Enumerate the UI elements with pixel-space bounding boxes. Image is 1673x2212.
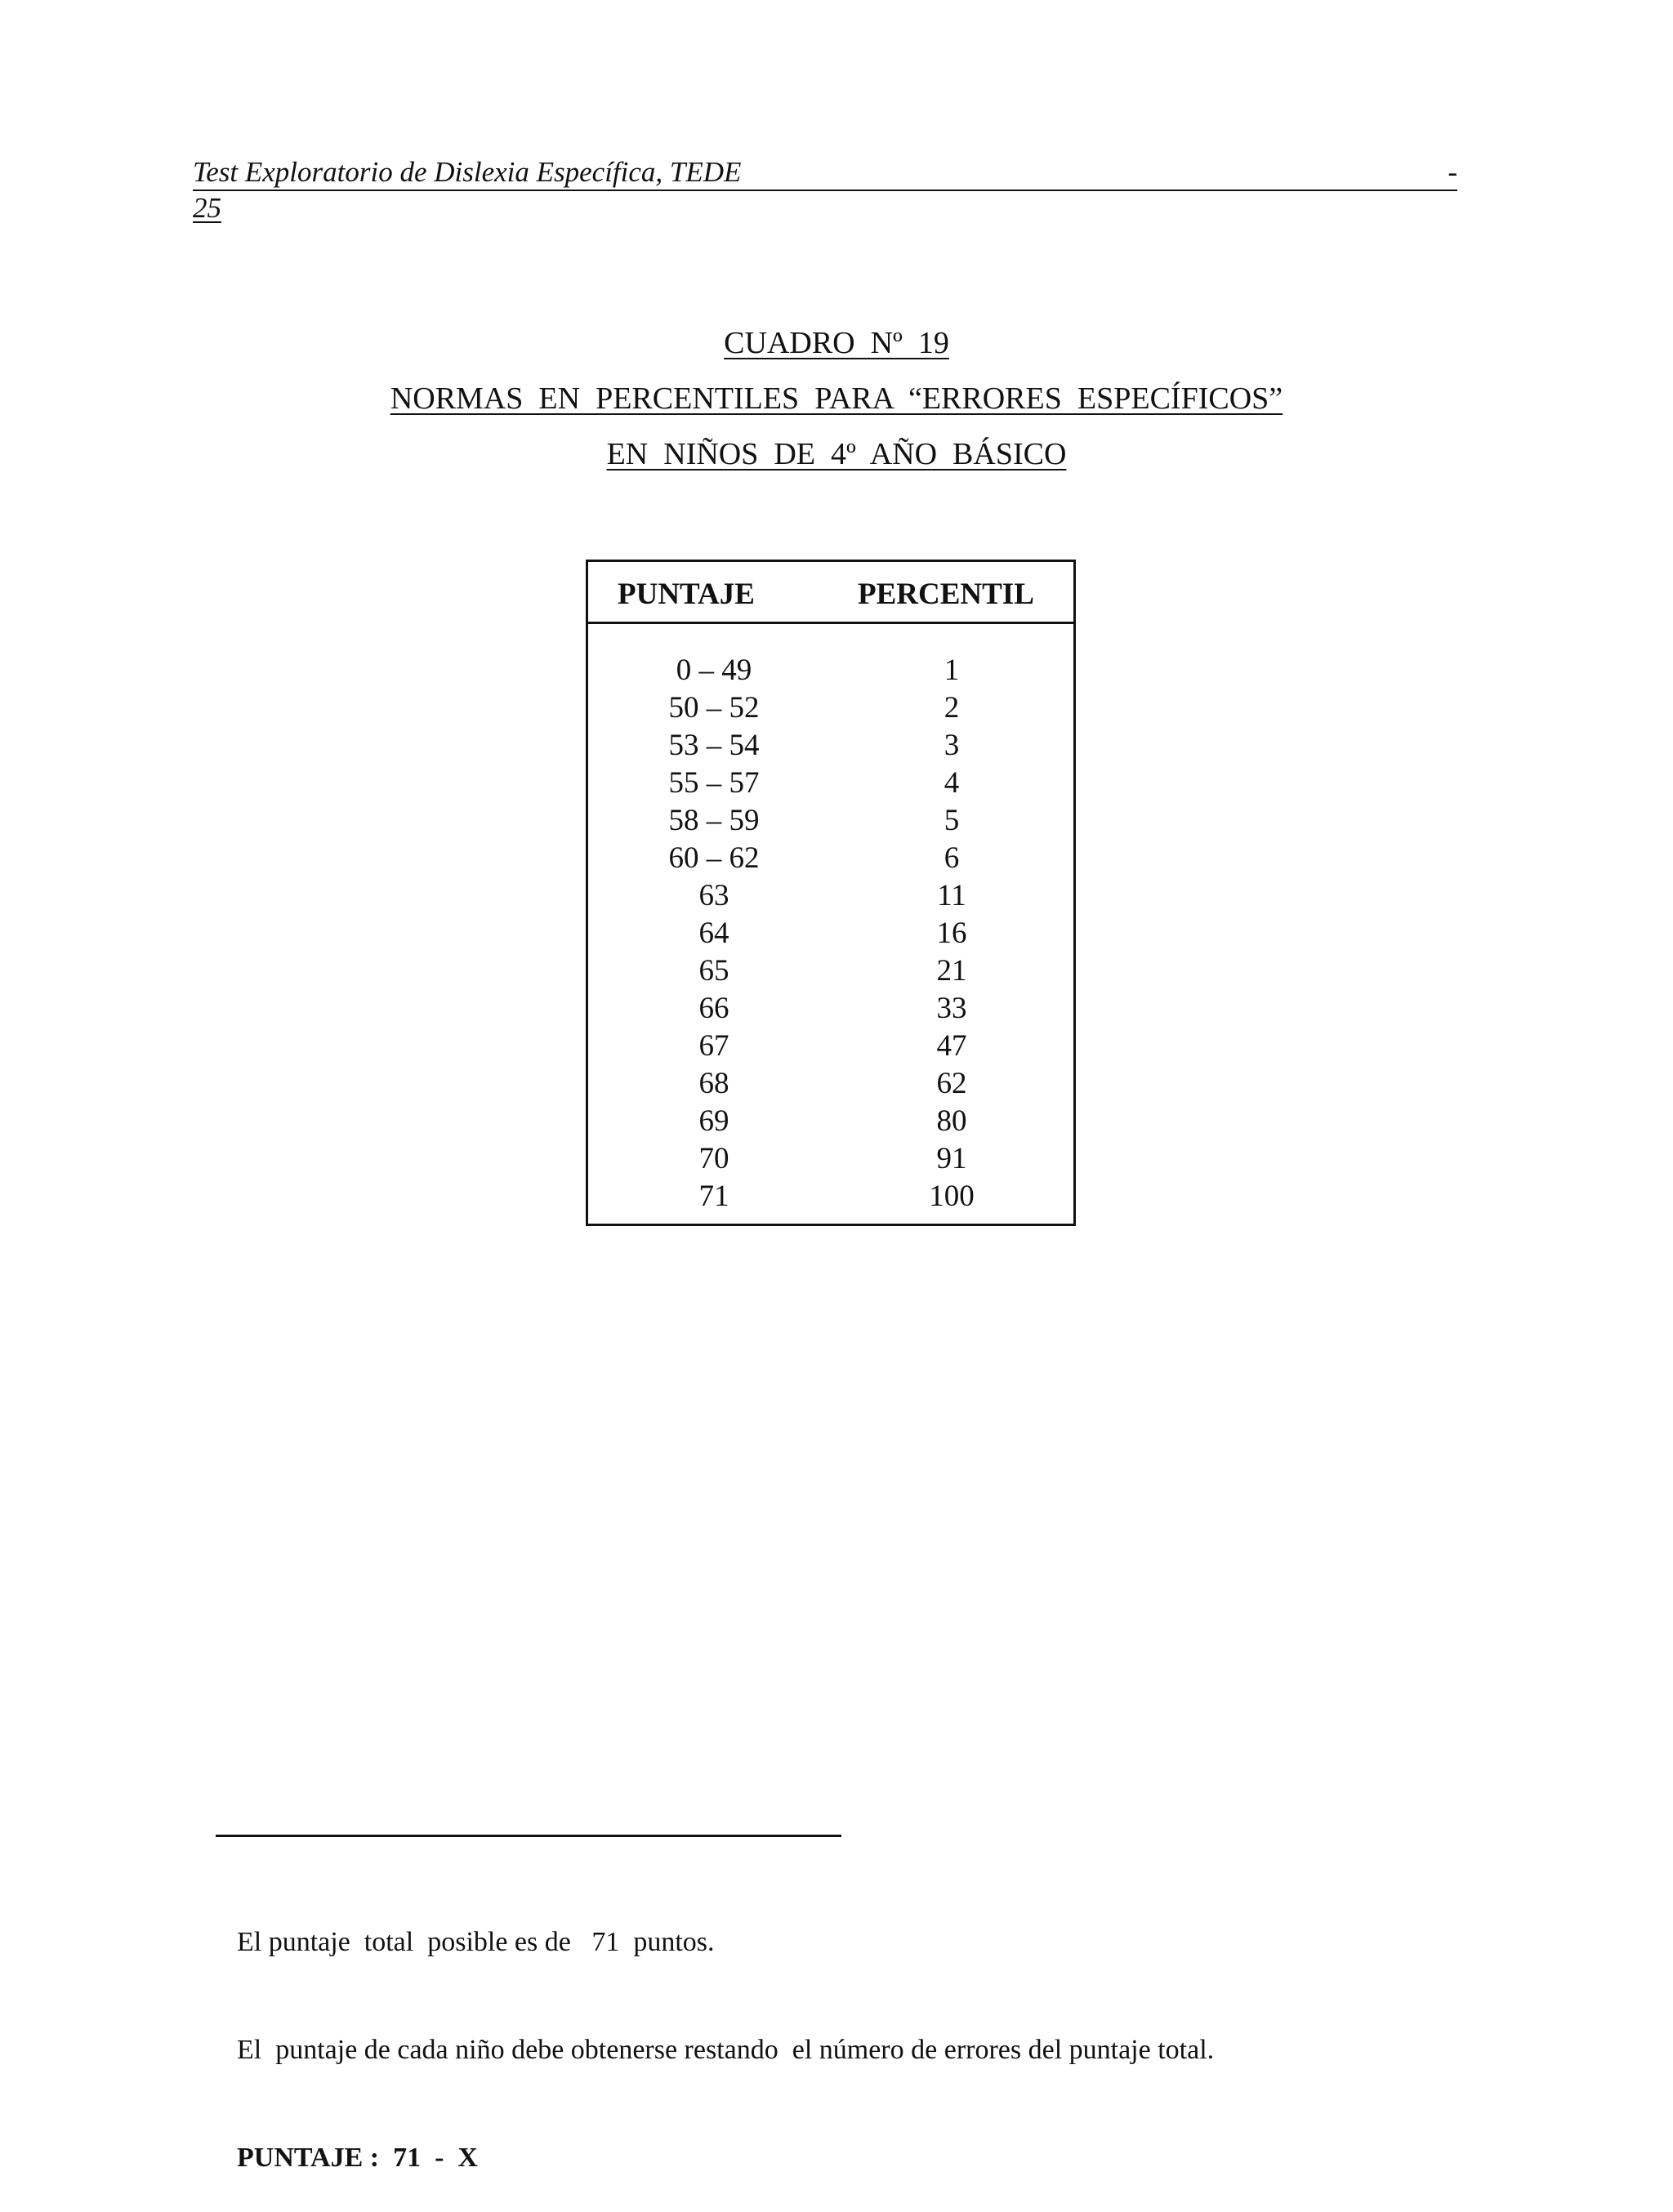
score-cell: 0 – 49 bbox=[676, 653, 752, 687]
percentile-cell: 5 bbox=[944, 804, 960, 837]
table-row bbox=[588, 990, 1073, 1028]
score-cell: 71 bbox=[698, 1180, 729, 1213]
running-header-dash: - bbox=[1448, 156, 1457, 188]
percentile-cell: 2 bbox=[944, 691, 960, 725]
percentile-cell: 80 bbox=[936, 1104, 967, 1138]
table-row bbox=[588, 802, 1073, 840]
table-row bbox=[588, 1140, 1073, 1178]
score-cell: 68 bbox=[698, 1067, 729, 1100]
score-cell: 69 bbox=[698, 1104, 729, 1138]
percentile-cell: 100 bbox=[929, 1180, 975, 1213]
running-header-rule bbox=[193, 155, 1457, 191]
percentile-cell: 3 bbox=[944, 729, 960, 762]
page-number: 25 bbox=[193, 192, 221, 224]
table-row bbox=[588, 727, 1073, 765]
score-cell: 60 – 62 bbox=[668, 841, 760, 875]
footnotes bbox=[237, 1853, 1214, 2212]
table-row bbox=[588, 652, 1073, 689]
score-cell: 67 bbox=[698, 1029, 729, 1063]
score-cell: 50 – 52 bbox=[668, 691, 760, 725]
table-row bbox=[588, 1103, 1073, 1140]
percentile-cell: 4 bbox=[944, 766, 960, 800]
percentile-cell: 1 bbox=[944, 653, 960, 687]
score-cell: 58 – 59 bbox=[668, 804, 760, 837]
caption-line-3: EN NIÑOS DE 4º AÑO BÁSICO bbox=[606, 437, 1067, 471]
footnote-separator bbox=[216, 1835, 841, 1837]
running-header-title: Test Exploratorio de Dislexia Específica, TEDE bbox=[193, 156, 742, 188]
score-cell: 63 bbox=[698, 879, 729, 912]
header-percentil: PERCENTIL bbox=[858, 578, 1034, 611]
percentile-table bbox=[586, 560, 1076, 1226]
score-cell: 70 bbox=[698, 1142, 729, 1175]
percentile-cell: 33 bbox=[936, 992, 967, 1025]
percentile-cell: 62 bbox=[936, 1067, 967, 1100]
footnote-line-2: El puntaje de cada niño debe obtenerse restando el número de errores del puntaje total. bbox=[237, 2035, 1215, 2065]
caption-line-2: NORMAS EN PERCENTILES PARA “ERRORES ESPECÍFICOS” bbox=[390, 381, 1283, 416]
caption-line-1: CUADRO Nº 19 bbox=[724, 326, 949, 360]
table-row bbox=[588, 1178, 1073, 1215]
table-row bbox=[588, 689, 1073, 727]
percentile-cell: 21 bbox=[936, 954, 967, 988]
table-row bbox=[588, 915, 1073, 952]
footnote-formula: PUNTAJE : 71 - X bbox=[237, 2143, 478, 2173]
footnote-line-1: El puntaje total posible es de 71 puntos. bbox=[237, 1927, 715, 1957]
score-cell: 65 bbox=[698, 954, 729, 988]
percentile-cell: 6 bbox=[944, 841, 960, 875]
score-cell: 53 – 54 bbox=[668, 729, 760, 762]
score-cell: 55 – 57 bbox=[668, 766, 760, 800]
percentile-cell: 47 bbox=[936, 1029, 967, 1063]
table-row bbox=[588, 765, 1073, 802]
running-header bbox=[193, 155, 1457, 225]
table-body bbox=[588, 652, 1073, 1215]
percentile-cell: 16 bbox=[936, 916, 967, 950]
table-row bbox=[588, 877, 1073, 915]
score-cell: 64 bbox=[698, 916, 729, 950]
table-row bbox=[588, 1028, 1073, 1065]
table-header bbox=[588, 562, 1073, 624]
header-puntaje: PUNTAJE bbox=[618, 578, 755, 611]
percentile-cell: 91 bbox=[936, 1142, 967, 1175]
table-row bbox=[588, 840, 1073, 877]
table-row bbox=[588, 1065, 1073, 1103]
score-cell: 66 bbox=[698, 992, 729, 1025]
table-row bbox=[588, 952, 1073, 990]
percentile-cell: 11 bbox=[937, 879, 966, 912]
